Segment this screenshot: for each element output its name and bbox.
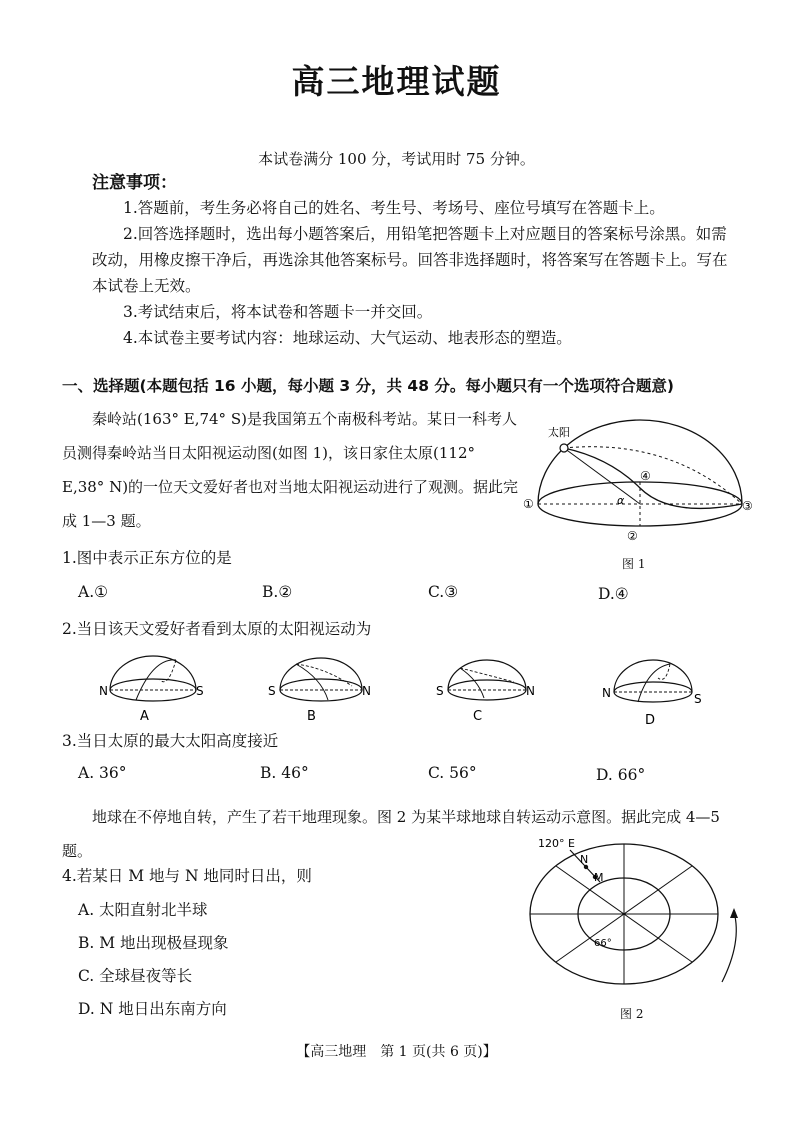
- point-1-label: ①: [523, 497, 534, 511]
- question-3-option-d[interactable]: D. 66°: [596, 766, 646, 784]
- diagram-d-letter: D: [645, 713, 656, 728]
- sun-ray: [564, 448, 640, 504]
- question-1-option-b[interactable]: B.②: [262, 583, 293, 601]
- diagram-c-right-dir: N: [526, 684, 535, 698]
- notice-item: 2.回答选择题时，选出每小题答案后，用铅笔把答题卡上对应题目的答案标号涂黑。如需改动，用橡皮擦干净后，再选涂其他答案标号。回答非选择题时，将答案写在答题卡上。写在本试卷上无效。: [92, 225, 728, 295]
- question-1-stem: 1.图中表示正东方位的是: [62, 549, 232, 567]
- question-4-option-c[interactable]: C. 全球昼夜等长: [78, 967, 193, 985]
- point-3-label: ③: [742, 499, 753, 513]
- diagram-a-left-dir: N: [99, 684, 108, 698]
- figure-1-caption: 图 1: [622, 557, 646, 571]
- diagram-d-right-dir: S: [694, 692, 702, 706]
- question-2-diagram-c[interactable]: [432, 648, 542, 726]
- notice-item: 3.考试结束后，将本试卷和答题卡一并交回。: [123, 303, 433, 321]
- figure-2-earth-rotation: [520, 832, 760, 1020]
- question-2-stem: 2.当日该天文爱好者看到太原的太阳视运动为: [62, 620, 372, 638]
- question-2-diagram-b[interactable]: [266, 648, 376, 726]
- question-2-diagram-d[interactable]: [598, 648, 708, 728]
- question-4-stem: 4.若某日 M 地与 N 地同时日出，则: [62, 867, 312, 885]
- notice-list: [92, 195, 732, 351]
- figure-2-caption: 图 2: [620, 1007, 644, 1021]
- diagram-a-right-dir: S: [196, 684, 204, 698]
- question-3-option-c[interactable]: C. 56°: [428, 764, 477, 782]
- point-2-label: ②: [627, 529, 638, 543]
- sun-icon: [560, 444, 568, 452]
- notice-item: 1.答题前，考生务必将自己的姓名、考生号、考场号、座位号填写在答题卡上。: [123, 199, 665, 217]
- sun-label: 太阳: [548, 426, 570, 439]
- question-1-option-d[interactable]: D.④: [598, 585, 629, 603]
- diagram-b-left-dir: S: [268, 684, 276, 698]
- diagram-d-left-dir: N: [602, 686, 611, 700]
- point-n-label: N: [580, 853, 589, 866]
- question-1-option-a[interactable]: A.①: [78, 583, 109, 601]
- question-3-option-a[interactable]: A. 36°: [78, 764, 127, 782]
- diagram-b-right-dir: N: [362, 684, 371, 698]
- alpha-label: α: [617, 494, 625, 507]
- section-title: 一、选择题(本题包括 16 小题，每小题 3 分，共 48 分。每小题只有一个选项符合题意): [62, 377, 674, 395]
- page-footer: 【高三地理 第 1 页(共 6 页)】: [296, 1044, 497, 1060]
- latitude-label: 66°: [594, 938, 612, 949]
- notice-heading: 注意事项：: [92, 173, 177, 193]
- sun-path: [564, 448, 742, 508]
- question-3-stem: 3.当日太原的最大太阳高度接近: [62, 732, 279, 750]
- question-intro-1: 秦岭站(163° E,74° S)是我国第五个南极科考站。某日一科考人员测得秦岭站当日太阳视运动图(如图 1)，该日家住太原(112° E,38° N)的一位天文爱好者也对当地太阳视运动进行了观测。据此完成 1—3 题。: [62, 410, 519, 530]
- question-3-option-b[interactable]: B. 46°: [260, 764, 309, 782]
- diagram-c-left-dir: S: [436, 684, 444, 698]
- point-4-label: ④: [640, 469, 651, 483]
- question-4-option-d[interactable]: D. N 地日出东南方向: [78, 1000, 227, 1018]
- question-4-option-a[interactable]: A. 太阳直射北半球: [78, 901, 208, 919]
- question-1-option-c[interactable]: C.③: [428, 583, 459, 601]
- question-4-option-b[interactable]: B. M 地出现极昼现象: [78, 934, 229, 952]
- diagram-b-letter: B: [307, 709, 316, 724]
- question-intro-2: 地球在不停地自转，产生了若干地理现象。图 2 为某半球地球自转运动示意图。据此完成 4—5 题。: [62, 808, 720, 860]
- page-title: 高三地理试题: [291, 62, 502, 101]
- exam-info: 本试卷满分 100 分，考试用时 75 分钟。: [258, 150, 535, 168]
- figure-1-sun-path: [520, 418, 760, 578]
- arrow-head-icon: [730, 908, 738, 918]
- diagram-a-letter: A: [140, 709, 149, 724]
- question-2-diagram-a[interactable]: [98, 648, 208, 726]
- notice-item: 4.本试卷主要考试内容：地球运动、大气运动、地表形态的塑造。: [123, 329, 572, 347]
- sun-path-dashed: [564, 447, 742, 504]
- rotation-arrow: [722, 912, 736, 982]
- longitude-label: 120° E: [538, 837, 575, 850]
- diagram-c-letter: C: [473, 709, 483, 724]
- point-m-label: M: [594, 871, 604, 884]
